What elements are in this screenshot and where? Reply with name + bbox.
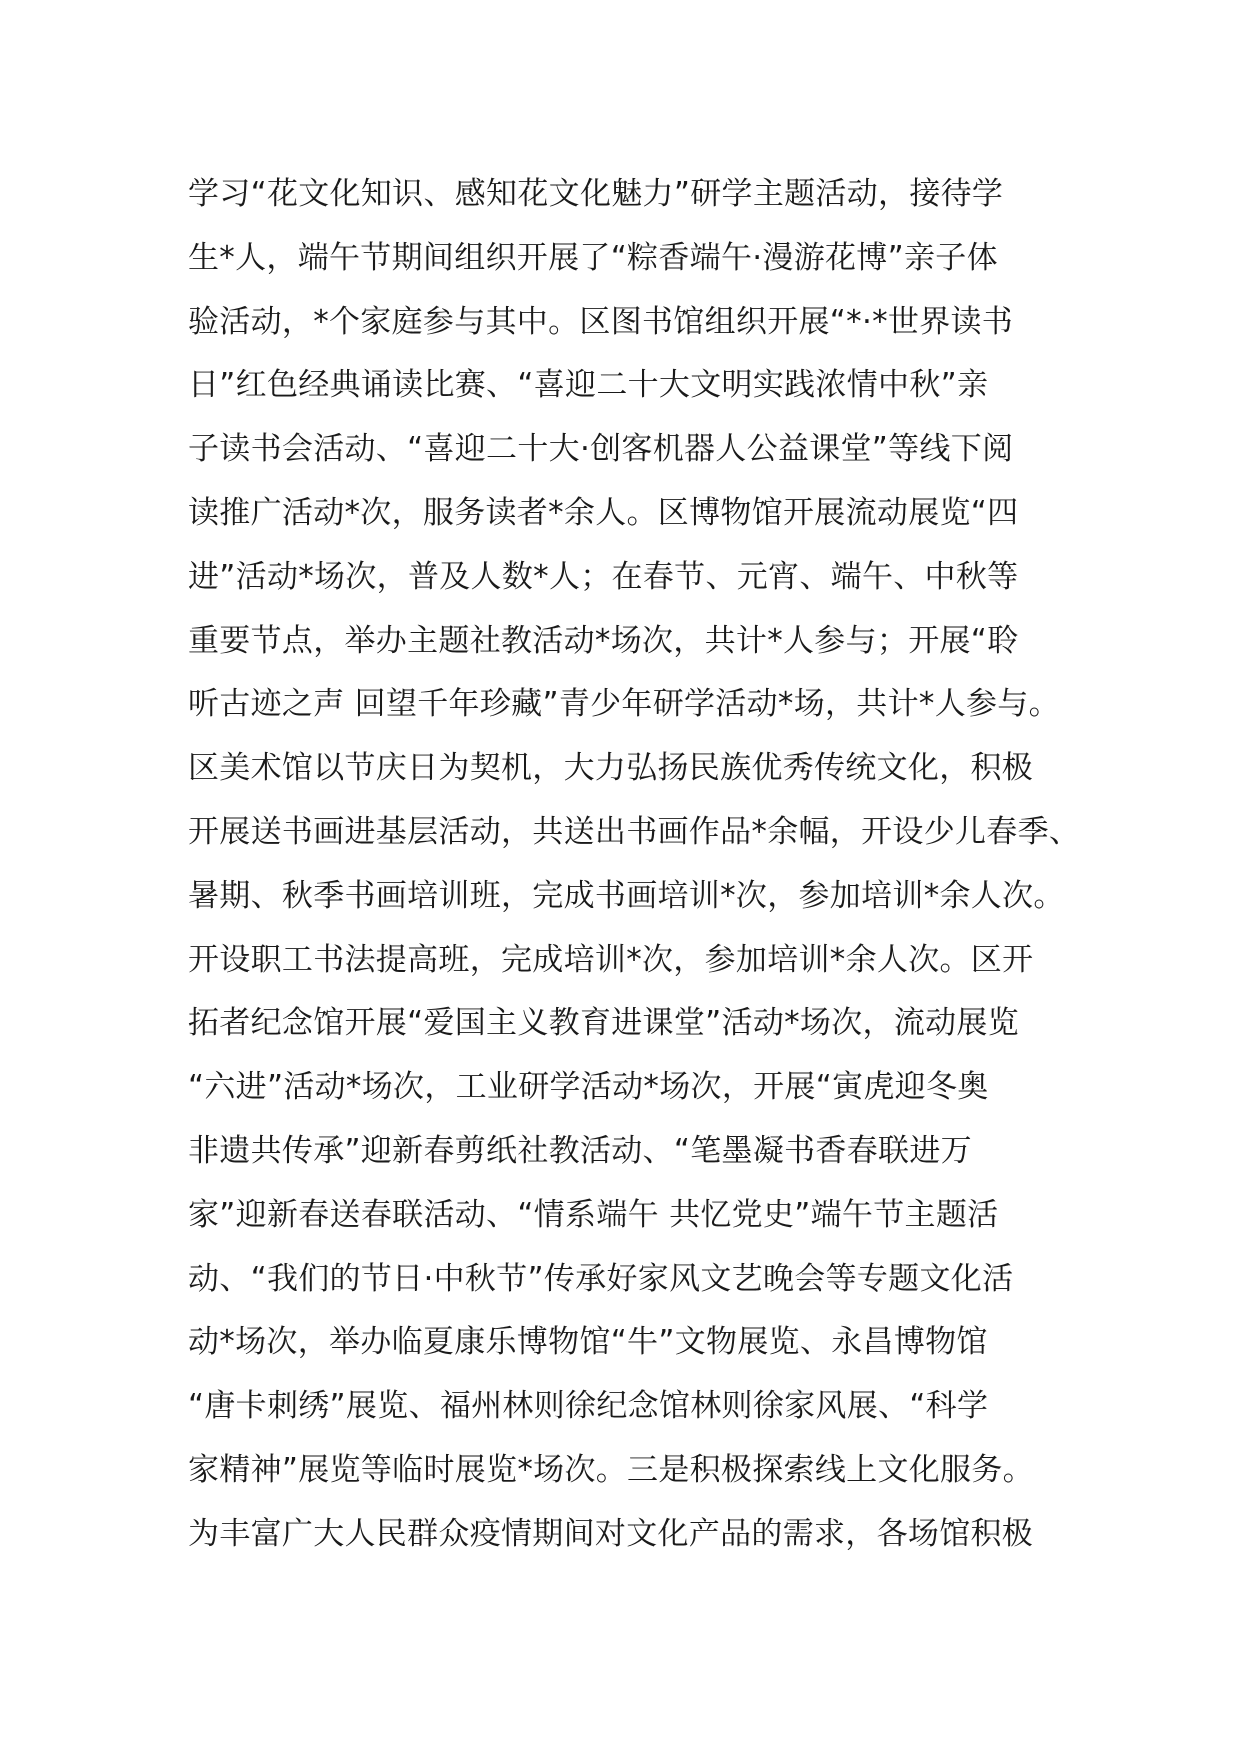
text-line: 为丰富广大人民群众疫情期间对文化产品的需求，各场馆积极 (188, 1515, 1034, 1552)
body-paragraph (188, 163, 1081, 1567)
text-line: “唐卡刺绣”展览、福州林则徐纪念馆林则徐家风展、“科学 (188, 1388, 989, 1425)
text-line: 开设职工书法提高班，完成培训*次，参加培训*余人次。区开 (188, 941, 1034, 978)
text-line: 验活动，*个家庭参与其中。区图书馆组织开展“*·*世界读书 (188, 303, 1014, 340)
text-line: 动*场次，举办临夏康乐博物馆“牛”文物展览、永昌博物馆 (188, 1324, 988, 1361)
text-line: 拓者纪念馆开展“爱国主义教育进课堂”活动*场次，流动展览 (188, 1005, 1020, 1042)
text-line: 开展送书画进基层活动，共送出书画作品*余幅，开设少儿春季、 (188, 813, 1081, 850)
text-line: 家精神”展览等临时展览*场次。三是积极探索线上文化服务。 (188, 1451, 1034, 1488)
text-line: 动、“我们的节日·中秋节”传承好家风文艺晚会等专题文化活 (188, 1260, 1014, 1297)
text-line: 听古迹之声 回望千年珍藏”青少年研学活动*场，共计*人参与。 (188, 686, 1060, 723)
text-line: 非遗共传承”迎新春剪纸社教活动、“笔墨凝书香春联进万 (188, 1132, 972, 1169)
text-line: 读推广活动*次，服务读者*余人。区博物馆开展流动展览“四 (188, 494, 1019, 531)
text-line: 生*人，端午节期间组织开展了“粽香端午·漫游花博”亲子体 (188, 239, 998, 276)
text-line: 日”红色经典诵读比赛、“喜迎二十大文明实践浓情中秋”亲 (188, 367, 989, 404)
text-line: “六进”活动*场次，工业研学活动*场次，开展“寅虎迎冬奥 (188, 1069, 989, 1106)
text-line: 子读书会活动、“喜迎二十大·创客机器人公益课堂”等线下阅 (188, 431, 1014, 468)
text-line: 暑期、秋季书画培训班，完成书画培训*次，参加培训*余人次。 (188, 877, 1065, 914)
text-line: 重要节点，举办主题社教活动*场次，共计*人参与；开展“聆 (188, 622, 1019, 659)
text-line: 家”迎新春送春联活动、“情系端午 共忆党史”端午节主题活 (188, 1196, 999, 1233)
text-line: 学习“花文化知识、感知花文化魅力”研学主题活动，接待学 (188, 176, 1004, 212)
text-line: 区美术馆以节庆日为契机，大力弘扬民族优秀传统文化，积极 (188, 750, 1034, 787)
text-line: 进”活动*场次，普及人数*人；在春节、元宵、端午、中秋等 (188, 558, 1019, 595)
